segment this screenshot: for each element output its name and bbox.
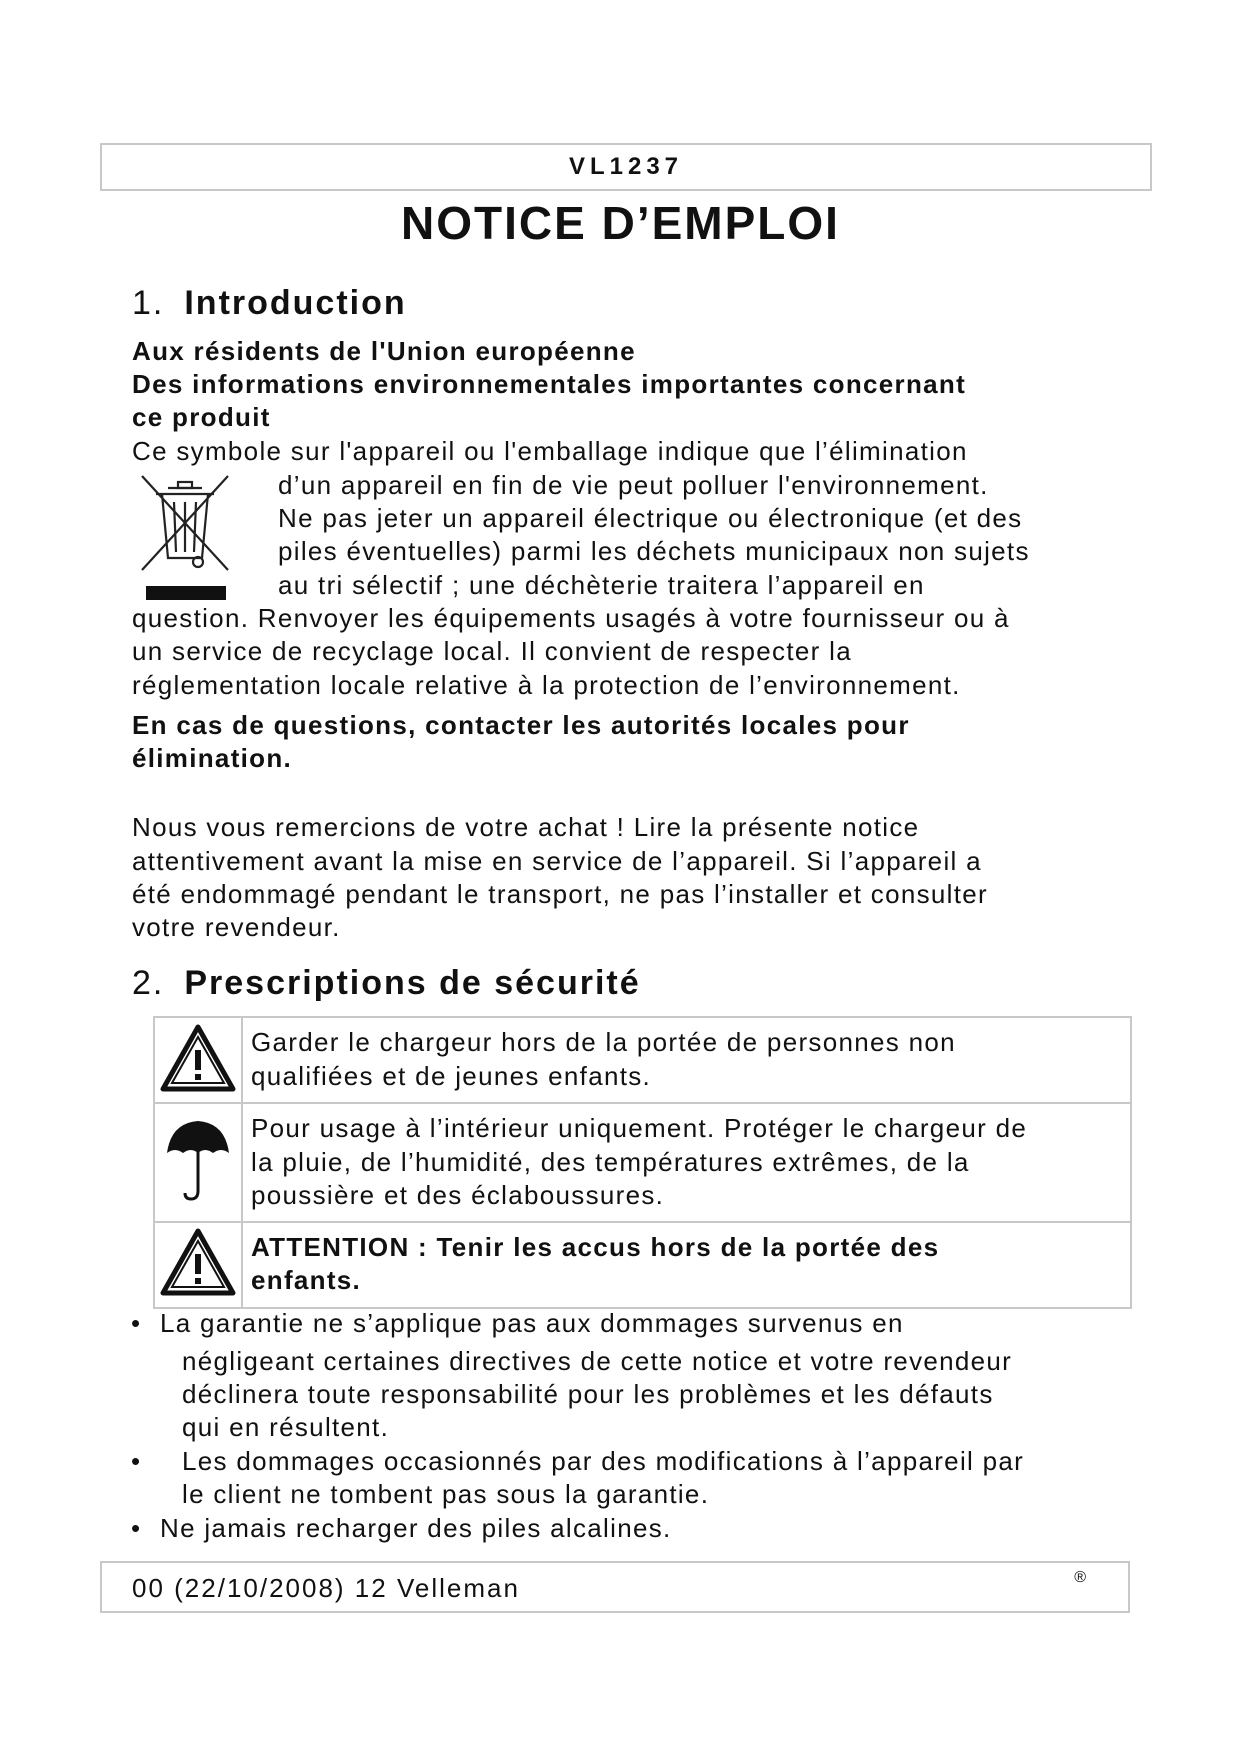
safety-text-cell <box>242 1103 1131 1222</box>
bullet-text-line: La garantie ne s’applique pas aux dommages survenus en <box>160 1308 904 1338</box>
weee-text-line: Ne pas jeter un appareil électrique ou électronique (et des <box>278 503 1023 533</box>
thanks-text-line: votre revendeur. <box>132 912 341 942</box>
section-2-number: 2. <box>132 964 165 1002</box>
umbrella-icon <box>163 1117 233 1203</box>
safety-text-line: ATTENTION : Tenir les accus hors de la portée des <box>251 1231 940 1262</box>
section-1-heading <box>132 284 407 323</box>
safety-icon-cell <box>154 1017 242 1103</box>
contact-authorities-line2: élimination. <box>132 743 293 773</box>
weee-text-line: au tri sélectif ; une déchèterie traitera l’appareil en <box>278 570 925 600</box>
model-header-box <box>100 143 1152 191</box>
weee-text-line: réglementation locale relative à la protection de l’environnement. <box>132 670 961 700</box>
safety-table <box>153 1016 1132 1309</box>
bullet-text-line: Ne jamais recharger des piles alcalines. <box>160 1513 672 1543</box>
thanks-text-line: attentivement avant la mise en service de l’appareil. Si l’appareil a <box>132 846 982 876</box>
safety-icon-cell <box>154 1103 242 1222</box>
safety-text-line: Pour usage à l’intérieur uniquement. Protéger le chargeur de <box>251 1113 1028 1143</box>
weee-text-line: question. Renvoyer les équipements usagés à votre fournisseur ou à <box>132 603 1010 633</box>
safety-text-cell <box>242 1222 1131 1308</box>
thanks-text-line: été endommagé pendant le transport, ne pas l’installer et consulter <box>132 879 989 909</box>
crossed-bin-icon <box>138 470 234 610</box>
safety-text-line: Garder le chargeur hors de la portée de personnes non <box>251 1027 956 1057</box>
safety-row <box>154 1103 1131 1222</box>
footer-text: 00 (22/10/2008) 12 Velleman <box>132 1573 520 1603</box>
bullet-marker: • <box>131 1308 142 1338</box>
safety-text-cell <box>242 1017 1131 1103</box>
section-2-title: Prescriptions de sécurité <box>184 964 641 1002</box>
registered-mark: ® <box>1074 1569 1086 1586</box>
thanks-text-line: Nous vous remercions de votre achat ! Lire la présente notice <box>132 812 920 842</box>
model-number: VL1237 <box>568 153 684 180</box>
safety-text-line: enfants. <box>251 1265 362 1295</box>
bullet-marker: • <box>131 1513 142 1543</box>
page-title: NOTICE D’EMPLOI <box>401 197 840 249</box>
section-1-number: 1. <box>132 284 165 322</box>
warning-triangle-icon <box>160 1227 236 1297</box>
safety-row <box>154 1222 1131 1308</box>
weee-text-line: d’un appareil en fin de vie peut polluer l'environnement. <box>278 470 989 500</box>
safety-text-line: poussière et des éclaboussures. <box>251 1180 665 1210</box>
footer-box <box>100 1561 1130 1613</box>
safety-row <box>154 1017 1131 1103</box>
eu-residents-heading: Aux résidents de l'Union européenne <box>132 336 636 366</box>
bullet-text-line: déclinera toute responsabilité pour les problèmes et les défauts <box>182 1379 994 1409</box>
safety-text-line: la pluie, de l’humidité, des températures extrêmes, de la <box>251 1146 970 1177</box>
env-info-heading-line2: ce produit <box>132 402 271 432</box>
env-info-heading-line1: Des informations environnementales importantes concernant <box>132 369 967 399</box>
section-1-title: Introduction <box>184 284 407 322</box>
bullet-text-line: le client ne tombent pas sous la garantie. <box>182 1479 710 1509</box>
warning-triangle-icon <box>160 1023 236 1093</box>
contact-authorities-line1: En cas de questions, contacter les autorités locales pour <box>132 710 910 740</box>
safety-text-line: qualifiées et de jeunes enfants. <box>251 1060 652 1091</box>
bullet-text-line: qui en résultent. <box>182 1412 390 1442</box>
weee-text-line: piles éventuelles) parmi les déchets municipaux non sujets <box>278 536 1030 566</box>
safety-icon-cell <box>154 1222 242 1308</box>
bullet-text-line: négligeant certaines directives de cette notice et votre revendeur <box>182 1346 1013 1376</box>
section-2-heading <box>132 964 641 1003</box>
bullet-text-line: Les dommages occasionnés par des modifications à l’appareil par <box>182 1446 1025 1476</box>
weee-text-line: un service de recyclage local. Il convient de respecter la <box>132 636 852 666</box>
bullet-marker: • <box>131 1446 142 1476</box>
weee-text-line: Ce symbole sur l'appareil ou l'emballage indique que l’élimination <box>132 436 968 466</box>
